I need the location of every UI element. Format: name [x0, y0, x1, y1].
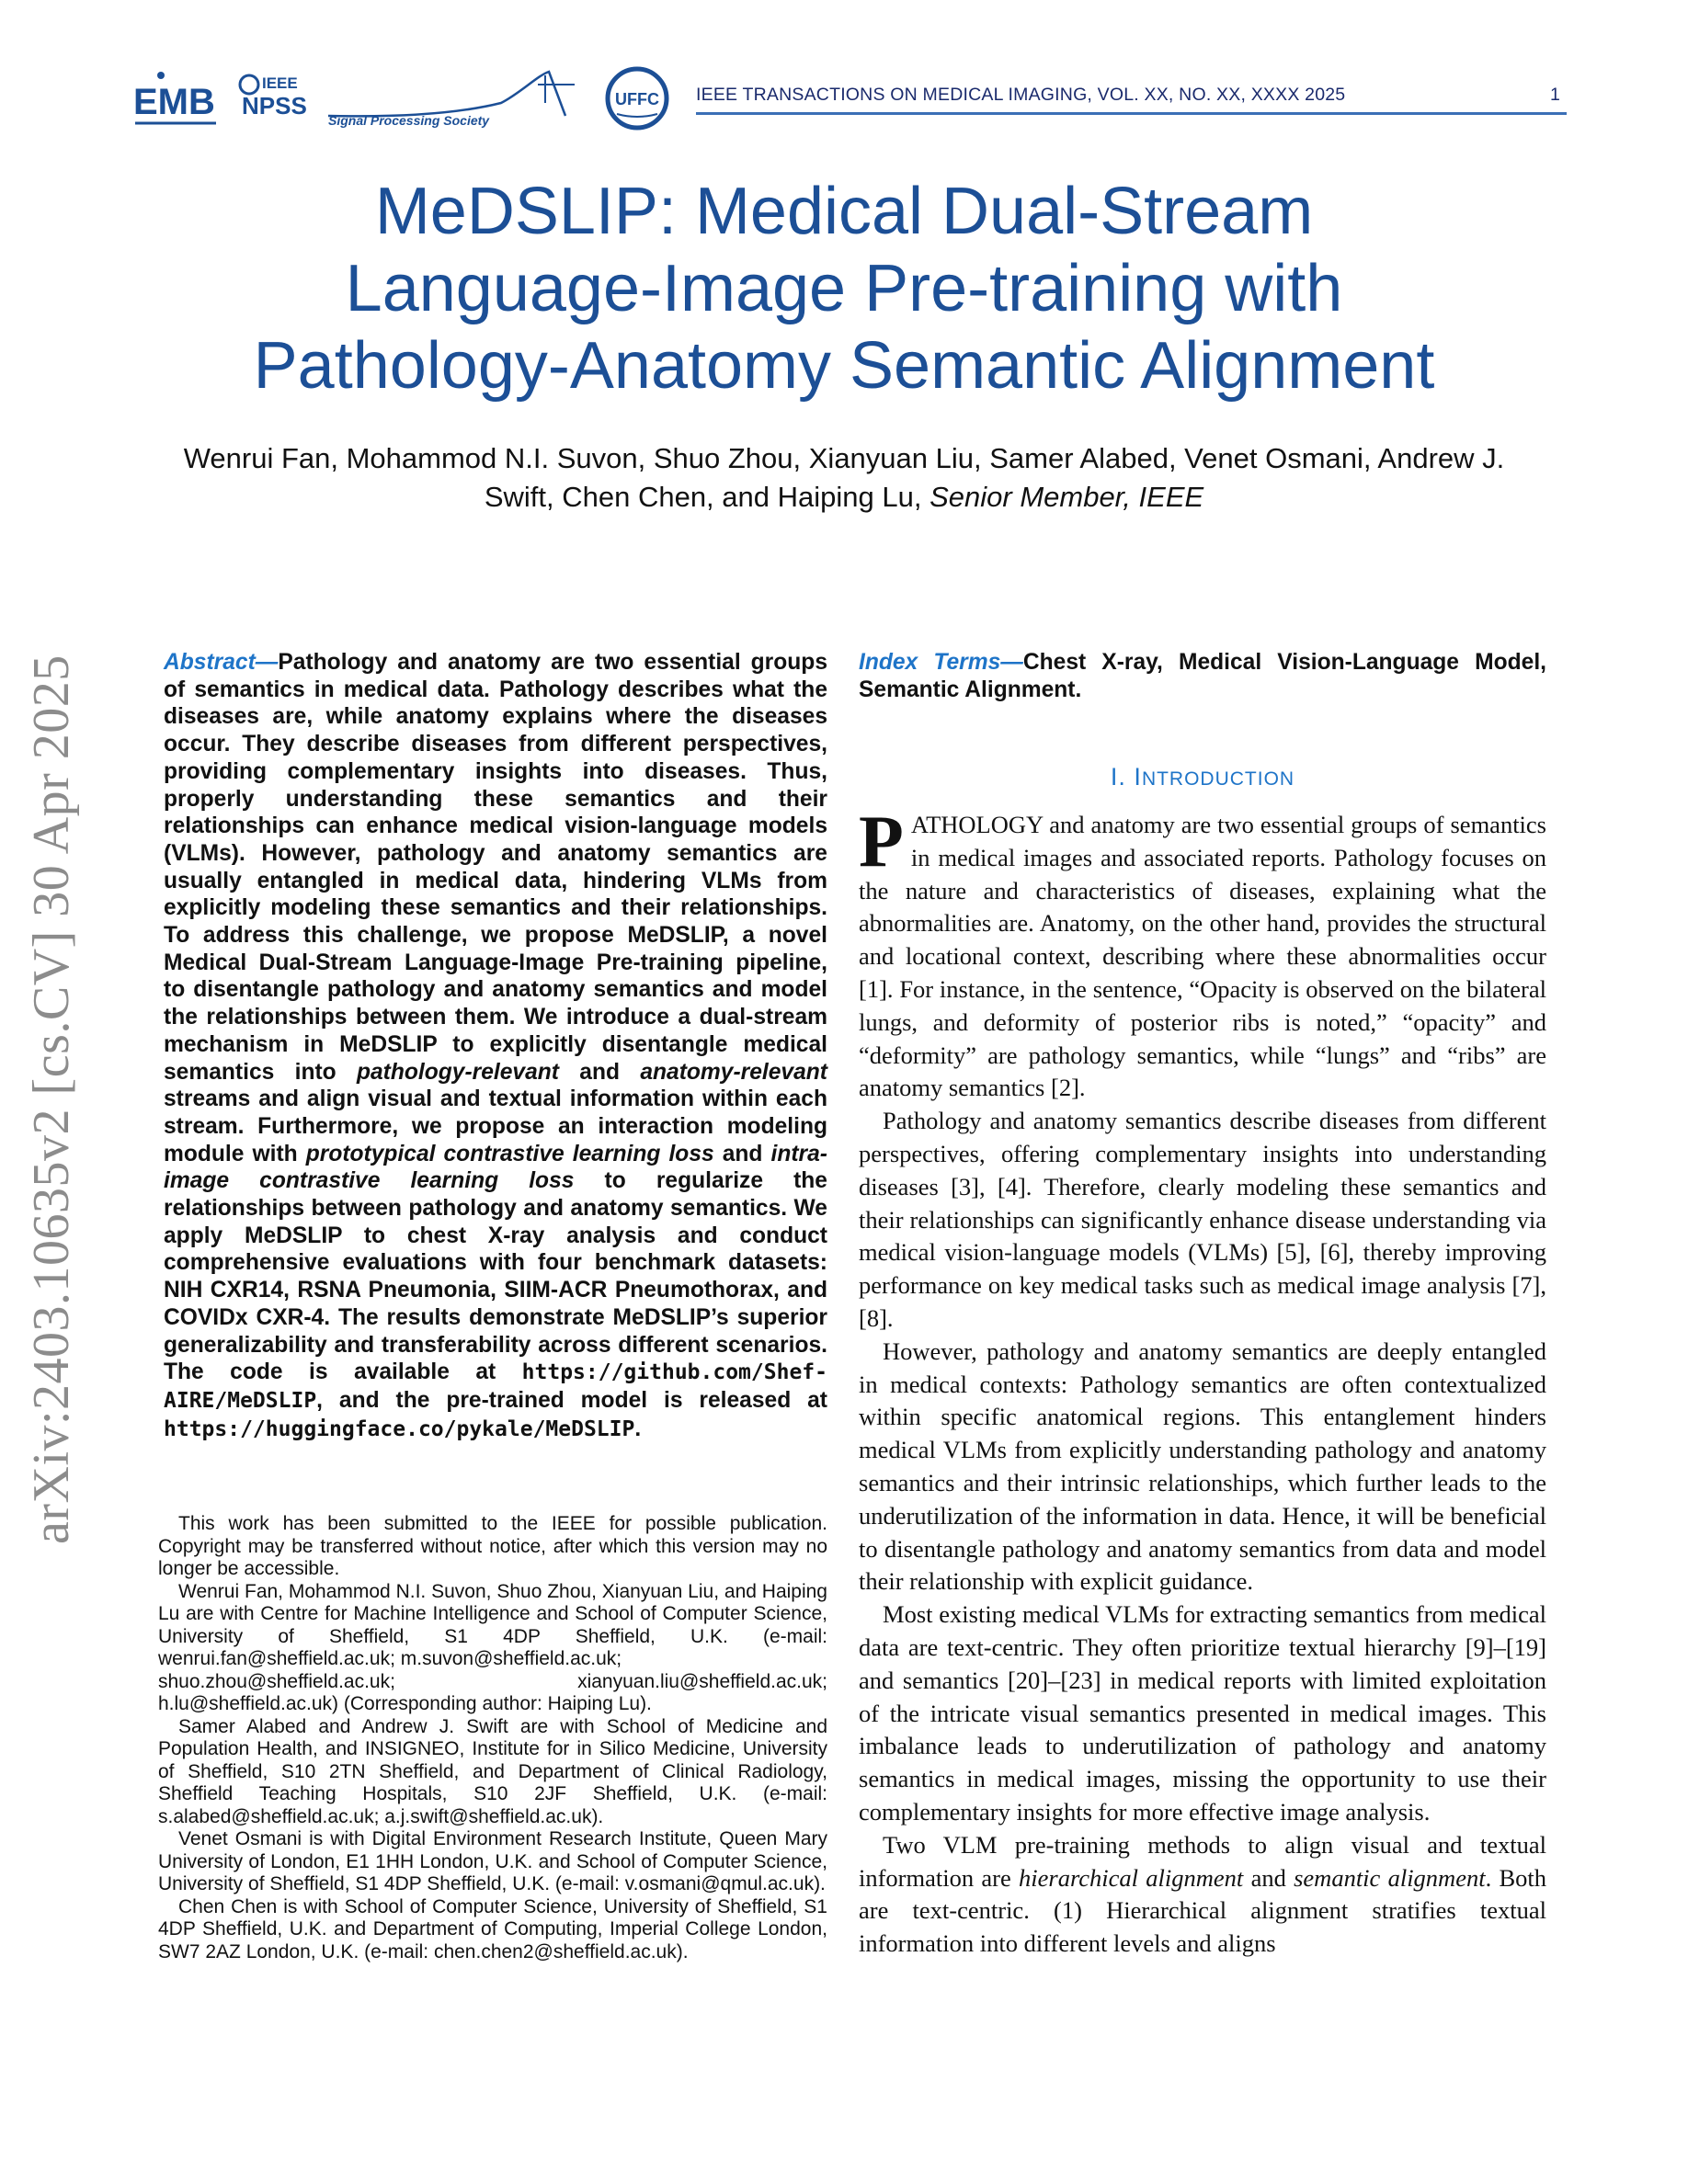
footnote-affiliation-1: Wenrui Fan, Mohammod N.I. Suvon, Shuo Zhou, Xianyuan Liu, and Haiping Lu are with Centre for Machine Intelligence and School of Computer Science, University of Sheffield, S1 4DP Sheffield, U.K. (e-mail: wenrui.fan@sheffield.ac.uk; m.suvon@sheffield.ac.uk; [158, 1580, 827, 1669]
emb-logo-text: EMB [133, 82, 215, 122]
paragraph-text: Two VLM pre-training methods to align visual and textual information are [859, 1830, 1546, 1892]
index-terms-text: Chest X-ray, Medical Vision-Language Model, Semantic Alignment. [859, 650, 1546, 702]
uffc-text: UFFC [615, 90, 659, 108]
email-text: shuo.zhou@sheffield.ac.uk; [158, 1670, 395, 1692]
abstract-text: and [713, 1141, 771, 1166]
emb-logo [133, 72, 216, 123]
section-title-rest: NTRODUCTION [1141, 768, 1295, 790]
authors-line-2-text: Swift, Chen Chen, and Haiping Lu, [484, 481, 922, 513]
footnotes [158, 1513, 827, 1963]
title-line: Language-Image Pre-training with [345, 252, 1343, 325]
author-membership: Senior Member, IEEE [930, 481, 1204, 513]
paragraph-text: . Both are text-centric. (1) Hierarchical alignment stratifies textual information into different levels and aligns [859, 1863, 1547, 1958]
journal-header: IEEE TRANSACTIONS ON MEDICAL IMAGING, VOL. XX, NO. XX, XXXX 2025 [696, 85, 1346, 105]
authors-line-2 [110, 478, 1578, 517]
body-text [859, 802, 1547, 1961]
abstract-label: Abstract— [164, 650, 279, 675]
section-heading [859, 763, 1546, 791]
abstract-emphasis: intra-image contrastive learning loss [164, 1141, 827, 1194]
body-paragraph [859, 802, 1546, 1105]
model-link[interactable]: https://huggingface.co/pykale/MeDSLIP [164, 1416, 635, 1441]
body-paragraph: Pathology and anatomy semantics describe diseases from different perspectives, offering complementary insights into understanding diseases [3], [4]. Therefore, clearly modeling these semantics and their relationships can significantly enhance disease understanding via medical vision-language models (VLMs) [5], [6], thereby improving performance on key medical tasks such as medical image analysis [7], [8]. [859, 1107, 1546, 1332]
footnote-affiliation-3: Venet Osmani is with Digital Environment Research Institute, Queen Mary University of London, E1 1HH London, U.K. and School of Computer Science, University of Sheffield, S1 4DP Sheffield, U.K. (e-mail: v.osmani@qmul.ac.uk). [158, 1828, 827, 1894]
ieee-npss-logo [240, 74, 307, 119]
code-link[interactable]: https://github.com/Shef-AIRE/MeDSLIP [164, 1360, 827, 1413]
abstract-emphasis: prototypical contrastive learning loss [305, 1141, 714, 1166]
section-numeral: I. [1110, 763, 1126, 791]
author-list [110, 439, 1578, 517]
footnote-email-line [158, 1671, 827, 1694]
abstract [164, 649, 827, 1443]
body-emphasis: semantic alignment [1294, 1863, 1486, 1892]
small-caps-word: ATHOLOGY [910, 811, 1044, 838]
body-paragraph [859, 1829, 1546, 1961]
abstract-text: and [559, 1059, 641, 1085]
body-emphasis: hierarchical alignment [1019, 1863, 1244, 1892]
npss-text: NPSS [242, 92, 307, 119]
ieee-text: IEEE [262, 74, 298, 92]
authors-line-1: Wenrui Fan, Mohammod N.I. Suvon, Shuo Zhou, Xianyuan Liu, Samer Alabed, Venet Osmani, Andrew J. [183, 442, 1505, 474]
body-paragraph: However, pathology and anatomy semantics are deeply entangled in medical contexts: Pathology semantics are often contextualized within specific anatomical regions. This entanglement hinders medical VLMs from explicitly understanding pathology and anatomy semantics and their intrinsic relationships, which further leads to the underutilization of the information in data. Hence, it will be beneficial to disentangle pathology and anatomy semantics from data and model their relationship with explicit guidance. [859, 1337, 1546, 1596]
page-number: 1 [1550, 85, 1560, 105]
section-first-letter: I [1134, 763, 1142, 791]
uffc-logo [608, 69, 667, 128]
title-line: Pathology-Anatomy Semantic Alignment [253, 329, 1435, 403]
footnote-affiliation-2: Samer Alabed and Andrew J. Swift are with School of Medicine and Population Health, and INSIGNEO, Institute for in Silico Medicine, University of Sheffield, S10 2TN Sheffield, and Department of Clinical Radiology, Sheffield Teaching Hospitals, S10 2JF Sheffield, U.K. (e-mail: s.alabed@sheffield.ac.uk; a.j.swift@sheffield.ac.uk). [158, 1715, 827, 1827]
arxiv-stamp: arXiv:2403.10635v2 [cs.CV] 30 Apr 2025 [23, 654, 80, 1544]
body-paragraph: Most existing medical VLMs for extracting semantics from medical data are text-centric. They often prioritize textual hierarchy [9]–[19] and semantics [20]–[23] in medical reports with limited exploitation of the intricate visual semantics presented in medical images. This imbalance leads to underutilization of pathology and anatomy semantics in medical images, missing the opportunity to use their complementary insights for more effective image analysis. [859, 1600, 1546, 1826]
sps-text: Signal Processing Society [328, 113, 490, 128]
abstract-text: Pathology and anatomy are two essential groups of semantics in medical data. Pathology describes what the diseases are, while anatomy explains where the diseases occur. They describe diseases from different perspectives, providing complementary insights into diseases. Thus, properly understanding these semantics and their relationships can enhance medical vision-language models (VLMs). However, pathology and anatomy semantics are usually entangled in medical data, hindering VLMs from explicitly modeling these semantics and their relationships. To address this challenge, we propose MeDSLIP, a novel Medical Dual-Stream Language-Image Pre-training pipeline, to disentangle pathology and anatomy semantics and model the relationships between them. We introduce a dual-stream mechanism in MeDSLIP to explicitly disentangle medical semantics into [164, 650, 827, 1085]
footnote-affiliation-4: Chen Chen is with School of Computer Science, University of Sheffield, S1 4DP Sheffield, U.K. and Department of Computing, Imperial College London, SW7 2AZ London, U.K. (e-mail: chen.chen2@sheffield.ac.uk). [158, 1895, 827, 1962]
abstract-text: , and the pre-trained model is released at [316, 1387, 827, 1413]
drop-cap: P [859, 802, 904, 882]
abstract-text: to regularize the relationships between pathology and anatomy semantics. We apply MeDSLIP to chest X-ray analysis and conduct comprehensive evaluations with four benchmark datasets: NIH CXR14, RSNA Pneumonia, SIIM-ACR Pneumothorax, and COVIDx CXR-4. The results demonstrate MeDSLIP’s superior generalizability and transferability across different scenarios. The code is available at [164, 1168, 827, 1385]
paper-title [110, 173, 1578, 404]
paragraph-text: and anatomy are two essential groups of semantics in medical images and associated reports. Pathology focuses on the nature and characteristics of diseases, explaining what the abnormalities are. Anatomy, on the other hand, provides the structural and locational context, describing where these abnormalities occur [1]. For instance, in the sentence, “Opacity is observed on the bilateral lungs, and deformity of posterior ribs is noted,” “opacity” and “deformity” are pathology semantics, while “lungs” and “ribs” are anatomy semantics [2]. [859, 811, 1546, 1102]
index-terms-label: Index Terms— [859, 650, 1023, 675]
footnote-submission: This work has been submitted to the IEEE for possible publication. Copyright may be transferred without notice, after which this version may no longer be accessible. [158, 1513, 827, 1579]
abstract-emphasis: pathology-relevant [356, 1059, 559, 1085]
society-logos [133, 66, 676, 134]
abstract-text: streams and align visual and textual information within each stream. Furthermore, we propose an interaction modeling module with [164, 1086, 827, 1166]
abstract-text: . [634, 1416, 642, 1441]
title-line: MeDSLIP: Medical Dual-Stream [374, 175, 1314, 248]
abstract-emphasis: anatomy-relevant [640, 1059, 827, 1085]
header-rule [696, 112, 1567, 115]
footnote-email-tail: h.lu@sheffield.ac.uk) (Corresponding author: Haiping Lu). [158, 1693, 652, 1714]
signal-processing-society-logo [328, 72, 575, 128]
email-text: xianyuan.liu@sheffield.ac.uk; [577, 1670, 827, 1692]
paragraph-text: and [1243, 1863, 1295, 1892]
index-terms [859, 649, 1546, 703]
